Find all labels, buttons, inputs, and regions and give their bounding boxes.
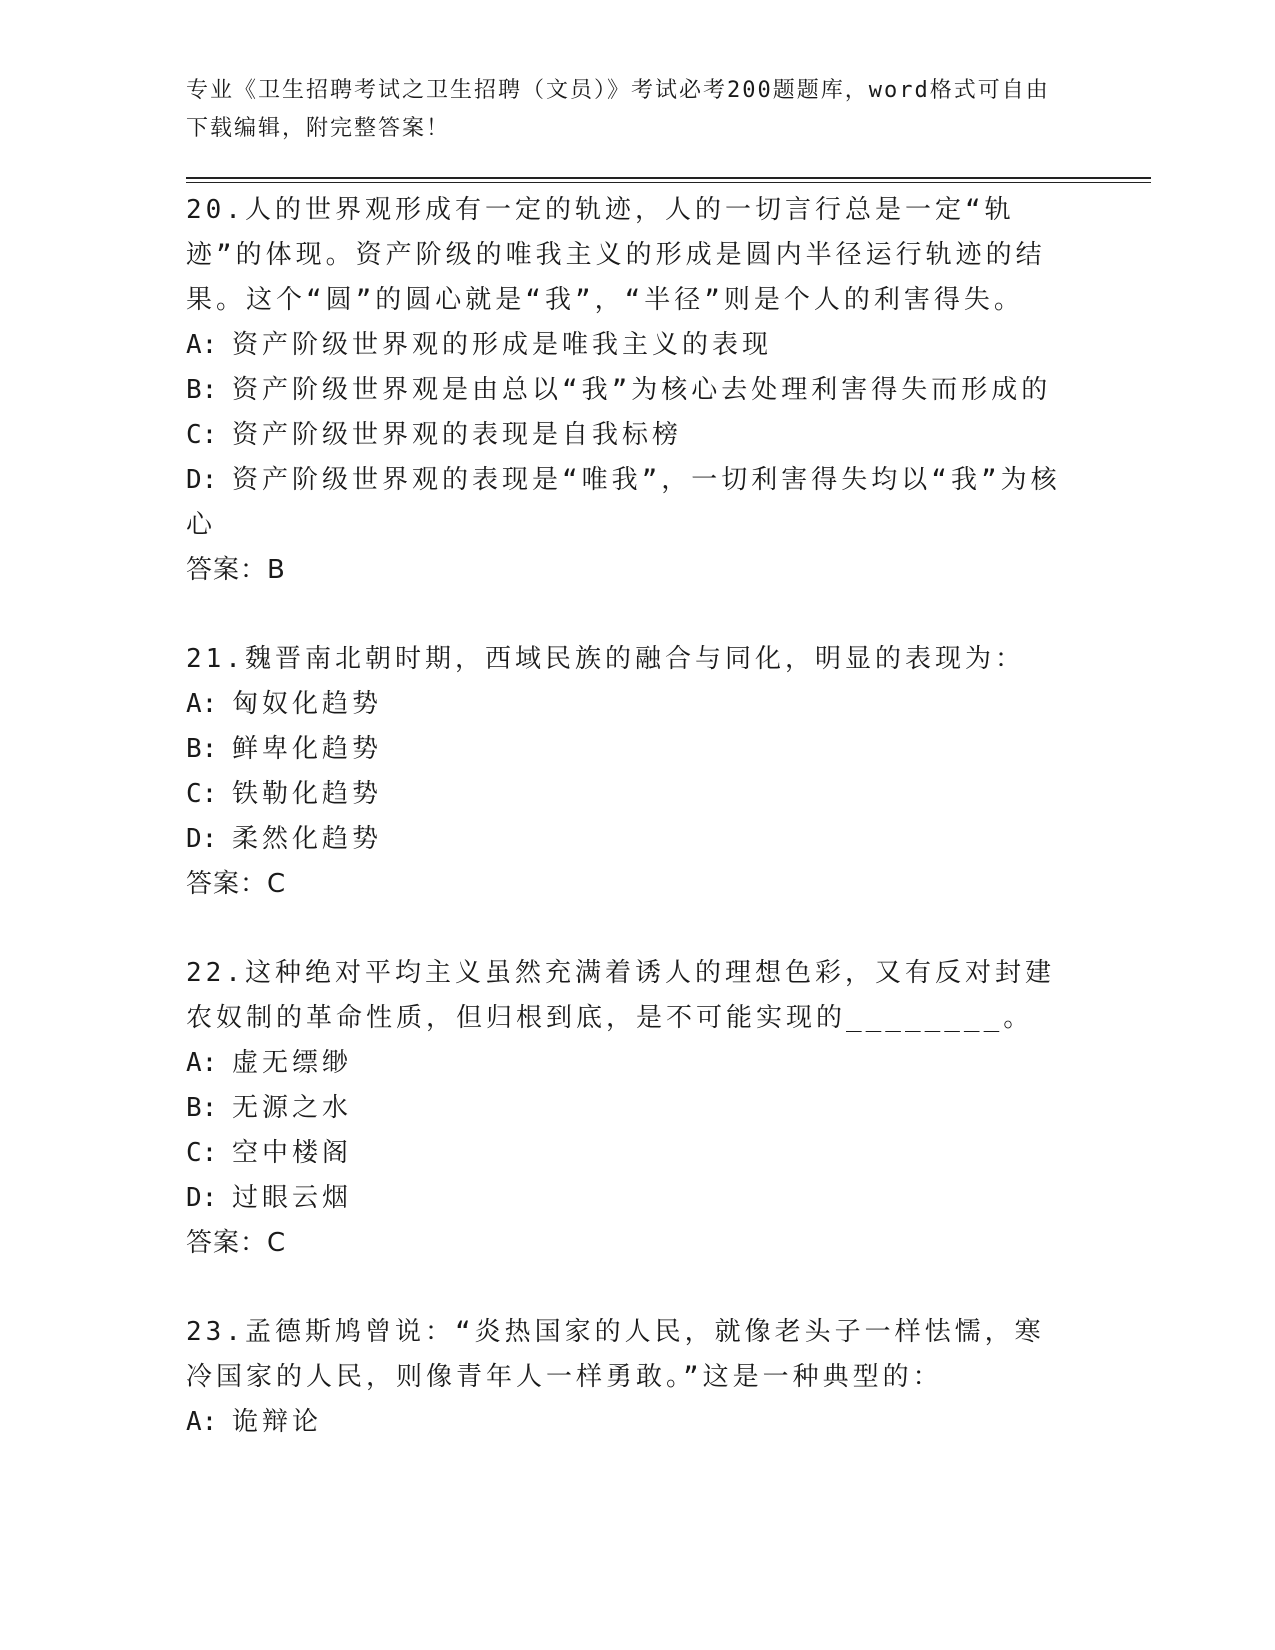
option-d: [186, 1176, 1066, 1221]
option-letter: C:: [186, 779, 218, 809]
question-stem: 20.人的世界观形成有一定的轨迹，人的一切言行总是一定“轨迹”的体现。资产阶级的唯我主义的形成是圆内半径运行轨迹的结果。这个“圆”的圆心就是“我”，“半径”则是个人的利害得失。: [186, 195, 1046, 315]
option-text: 资产阶级世界观的形成是唯我主义的表现: [232, 330, 773, 360]
option-letter: A:: [186, 1407, 218, 1437]
option-text: 匈奴化趋势: [232, 689, 383, 719]
option-a: [186, 323, 1066, 368]
option-text: 柔然化趋势: [232, 824, 383, 854]
option-a: [186, 682, 1066, 727]
option-text: 鲜卑化趋势: [232, 734, 383, 764]
option-letter: A:: [186, 689, 218, 719]
option-letter: A:: [186, 330, 218, 360]
option-text: 过眼云烟: [232, 1183, 353, 1213]
option-c: [186, 413, 1066, 458]
option-letter: C:: [186, 420, 218, 450]
question-stem: 22.这种绝对平均主义虽然充满着诱人的理想色彩，又有反对封建农奴制的革命性质，但归根到底，是不可能实现的________。: [186, 958, 1055, 1033]
question-stem: 23.孟德斯鸠曾说：“炎热国家的人民，就像老头子一样怯懦，寒冷国家的人民，则像青年人一样勇敢。”这是一种典型的：: [186, 1317, 1045, 1392]
option-letter: B:: [186, 1093, 218, 1123]
question-22: [186, 951, 1066, 1266]
question-21: [186, 637, 1066, 907]
question-list: [186, 188, 1066, 1489]
option-b: [186, 368, 1066, 413]
option-text: 无源之水: [232, 1093, 353, 1123]
question-23: [186, 1310, 1066, 1445]
answer-line: 答案：C: [186, 869, 287, 899]
option-b: [186, 1086, 1066, 1131]
option-b: [186, 727, 1066, 772]
header-divider-thick: [186, 177, 1151, 179]
option-letter: A:: [186, 1048, 218, 1078]
document-header: 专业《卫生招聘考试之卫生招聘（文员）》考试必考200题题库，word格式可自由下载编辑，附完整答案！: [186, 78, 1050, 141]
answer-line: 答案：C: [186, 1228, 287, 1258]
option-c: [186, 772, 1066, 817]
option-text: 资产阶级世界观的表现是“唯我”，一切利害得失均以“我”为核心: [186, 465, 1061, 540]
option-a: [186, 1400, 1066, 1445]
option-a: [186, 1041, 1066, 1086]
option-text: 空中楼阁: [232, 1138, 353, 1168]
option-letter: D:: [186, 824, 218, 854]
option-letter: B:: [186, 734, 218, 764]
header-divider-thin: [186, 182, 1151, 183]
option-text: 铁勒化趋势: [232, 779, 383, 809]
option-letter: B:: [186, 375, 218, 405]
option-c: [186, 1131, 1066, 1176]
option-d: [186, 458, 1066, 548]
question-stem: 21.魏晋南北朝时期，西域民族的融合与同化，明显的表现为：: [186, 644, 1025, 674]
option-letter: D:: [186, 465, 218, 495]
answer-line: 答案：B: [186, 555, 286, 585]
option-text: 虚无缥缈: [232, 1048, 353, 1078]
question-20: [186, 188, 1066, 593]
option-text: 资产阶级世界观是由总以“我”为核心去处理利害得失而形成的: [232, 375, 1052, 405]
option-d: [186, 817, 1066, 862]
option-letter: C:: [186, 1138, 218, 1168]
option-letter: D:: [186, 1183, 218, 1213]
option-text: 资产阶级世界观的表现是自我标榜: [232, 420, 683, 450]
option-text: 诡辩论: [232, 1407, 323, 1437]
